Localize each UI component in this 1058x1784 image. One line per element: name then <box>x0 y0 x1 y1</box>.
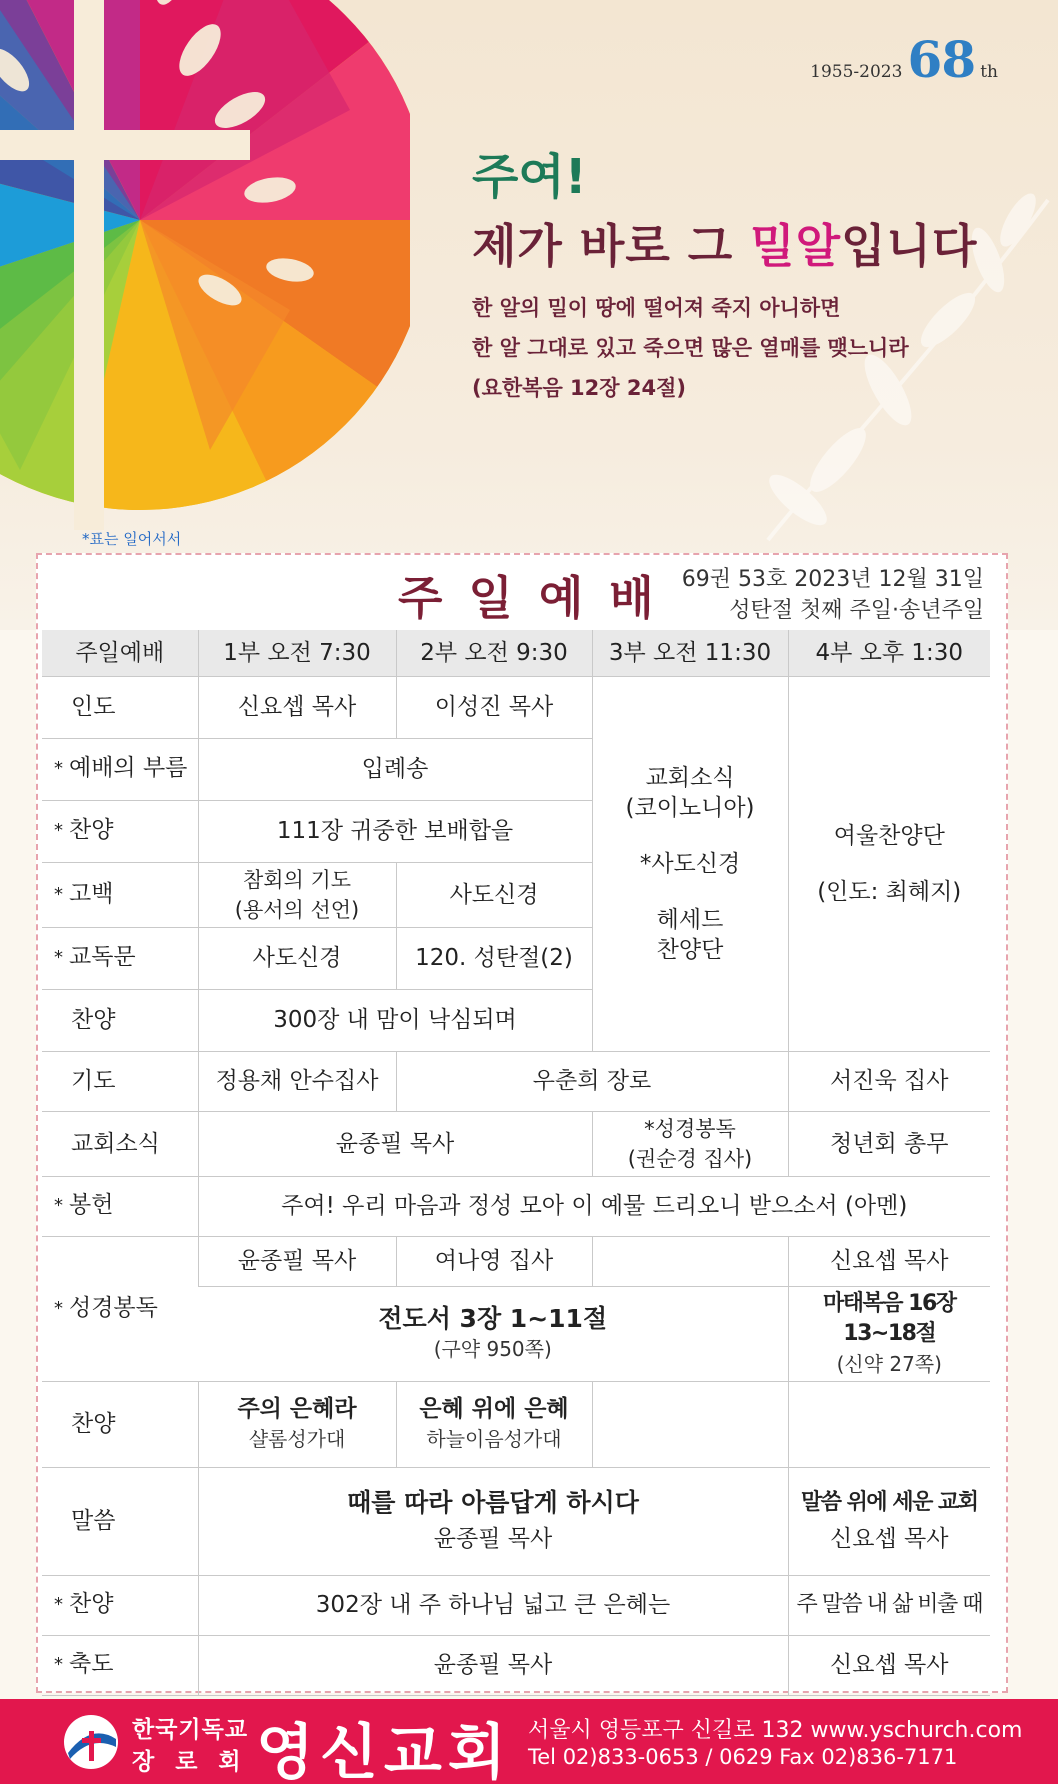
anniversary-badge <box>810 30 998 89</box>
anniversary-suffix: th <box>980 62 998 82</box>
cell: *성경봉독 (권순경 집사) <box>592 1111 788 1176</box>
cell: 300장 내 맘이 낙심되며 <box>198 989 592 1051</box>
headline-line2-pre: 제가 바로 그 <box>472 219 751 273</box>
issue-date: 69권 53호 2023년 12월 31일 <box>681 567 984 592</box>
years-range: 1955-2023 <box>810 62 903 82</box>
church-phone: Tel 02)833-0653 / 0629 Fax 02)836-7171 <box>528 1745 958 1769</box>
headline-line2-post: 입니다 <box>841 219 978 273</box>
table-row <box>42 1635 990 1695</box>
church-logo-icon <box>62 1713 120 1771</box>
cell: 주여! 우리 마음과 정성 모아 이 예물 드리오니 받으소서 (아멘) <box>198 1176 990 1236</box>
service4-block: 여울찬양단 (인도: 최혜지) <box>788 676 990 1051</box>
row-label: * 고백 <box>42 862 198 927</box>
cell: 청년회 총무 <box>788 1111 990 1176</box>
cell: 주의 은혜라 샬롬성가대 <box>198 1381 396 1467</box>
service3-block: 교회소식 (코이노니아) *사도신경 헤세드 찬양단 <box>592 676 788 1051</box>
row-label: 찬양 <box>42 989 198 1051</box>
cell <box>788 1381 990 1467</box>
cell: 전도서 3장 1~11절 (구약 950쪽) <box>198 1286 788 1381</box>
headline-line2 <box>472 210 977 276</box>
headline-line1: 주여! <box>472 149 587 205</box>
table-row <box>42 1575 990 1635</box>
column-header: 1부 오전 7:30 <box>198 630 396 676</box>
cell: 마태복음 16장 13~18절 (신약 27쪽) <box>788 1286 990 1381</box>
cell: 때를 따라 아름답게 하시다 윤종필 목사 <box>198 1467 788 1575</box>
cell: 여나영 집사 <box>396 1236 592 1286</box>
bulletin-meta <box>682 564 984 626</box>
cell: 정용채 안수집사 <box>198 1051 396 1111</box>
row-label: 찬양 <box>42 1381 198 1467</box>
church-address: 서울시 영등포구 신길로 132 www.yschurch.com <box>528 1718 1023 1743</box>
row-label: * 축도 <box>42 1635 198 1695</box>
table-header-row <box>42 630 990 676</box>
row-label: * 예배의 부름 <box>42 738 198 800</box>
cell: 은혜 위에 은혜 하늘이음성가대 <box>396 1381 592 1467</box>
row-label: * 봉헌 <box>42 1176 198 1236</box>
column-header: 2부 오전 9:30 <box>396 630 592 676</box>
cell: 서진욱 집사 <box>788 1051 990 1111</box>
row-label: 교회소식 <box>42 1111 198 1176</box>
cell: 입례송 <box>198 738 592 800</box>
column-header: 주일예배 <box>42 630 198 676</box>
cell: 사도신경 <box>396 862 592 927</box>
cell: 주 말씀 내 삶 비출 때 <box>788 1575 990 1635</box>
table-row <box>42 1176 990 1236</box>
cell: 윤종필 목사 <box>198 1111 592 1176</box>
stand-note: *표는 일어서서 <box>82 530 182 548</box>
row-label: * 찬양 <box>42 800 198 862</box>
row-label: * 성경봉독 <box>42 1236 198 1381</box>
cell: 사도신경 <box>198 927 396 989</box>
cross-tree-mosaic-illustration <box>0 0 410 530</box>
table-row <box>42 676 990 738</box>
cell: 윤종필 목사 <box>198 1635 788 1695</box>
row-label: 기도 <box>42 1051 198 1111</box>
row-label: * 교독문 <box>42 927 198 989</box>
table-row <box>42 1236 990 1286</box>
panel-title: 주일예배 <box>398 571 680 625</box>
verse-reference: (요한복음 12장 24절) <box>472 376 686 400</box>
header-banner <box>0 0 1058 630</box>
verse-line2: 한 알 그대로 있고 죽으면 많은 열매를 맺느니라 <box>472 336 909 360</box>
cell: 신요셉 목사 <box>198 676 396 738</box>
cell: 말씀 위에 세운 교회 신요셉 목사 <box>788 1467 990 1575</box>
cell: 신요셉 목사 <box>788 1635 990 1695</box>
table-row <box>42 1051 990 1111</box>
table-row <box>42 1381 990 1467</box>
denomination-line2: 장로회 <box>132 1749 262 1775</box>
headline-highlight: 밀알 <box>750 219 842 273</box>
footer-bar <box>0 1699 1058 1784</box>
column-header: 3부 오전 11:30 <box>592 630 788 676</box>
cell: 윤종필 목사 <box>198 1236 396 1286</box>
table-row <box>42 1111 990 1176</box>
cell <box>592 1381 788 1467</box>
cell: 우춘희 장로 <box>396 1051 788 1111</box>
row-label: * 찬양 <box>42 1575 198 1635</box>
row-label: 말씀 <box>42 1467 198 1575</box>
cell: 111장 귀중한 보배합을 <box>198 800 592 862</box>
cell: 이성진 목사 <box>396 676 592 738</box>
church-name: 영신교회 <box>256 1718 512 1784</box>
occasion: 성탄절 첫째 주일·송년주일 <box>729 598 984 623</box>
table-row <box>42 1467 990 1575</box>
cell: 302장 내 주 하나님 넓고 큰 은혜는 <box>198 1575 788 1635</box>
denomination-line1: 한국기독교 <box>132 1717 249 1743</box>
verse-line1: 한 알의 밀이 땅에 떨어져 죽지 아니하면 <box>472 296 841 320</box>
anniversary-number: 68 <box>907 30 976 89</box>
cell <box>592 1236 788 1286</box>
cell: 신요셉 목사 <box>788 1236 990 1286</box>
row-label: 인도 <box>42 676 198 738</box>
cell: 참회의 기도 (용서의 선언) <box>198 862 396 927</box>
order-of-service-table <box>42 630 990 1696</box>
column-header: 4부 오후 1:30 <box>788 630 990 676</box>
cell: 120. 성탄절(2) <box>396 927 592 989</box>
